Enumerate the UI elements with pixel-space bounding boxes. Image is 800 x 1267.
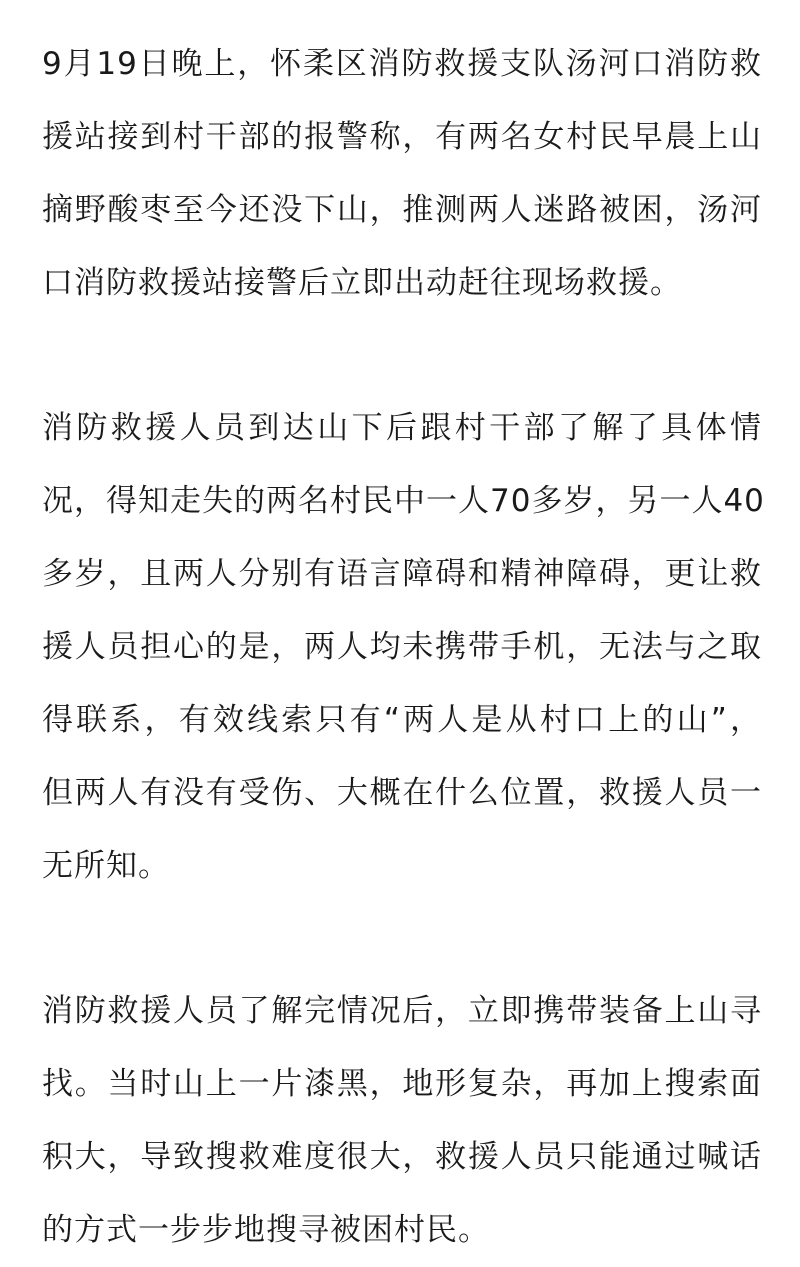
paragraph-1 xyxy=(42,28,762,320)
article-body xyxy=(42,28,765,1267)
paragraph-line: 的方式一步步地搜寻被困村民。 xyxy=(42,1212,490,1248)
paragraph-line: 消防救援人员了解完情况后，立即携带装备上山寻 xyxy=(42,993,762,1029)
paragraph-line: 消防救援人员到达山下后跟村干部了解了具体情 xyxy=(42,410,762,446)
paragraph-line: 找。当时山上一片漆黑，地形复杂，再加上搜索面 xyxy=(42,1066,762,1102)
paragraph-line: 得联系，有效线索只有“两人是从村口上的山”， xyxy=(42,702,762,738)
paragraph-line: 摘野酸枣至今还没下山，推测两人迷路被困，汤河 xyxy=(42,192,762,228)
paragraph-3 xyxy=(42,975,762,1267)
paragraph-line: 无所知。 xyxy=(42,848,170,884)
paragraph-spacer xyxy=(42,903,762,975)
paragraph-line: 9月19日晚上，怀柔区消防救援支队汤河口消防救 xyxy=(42,46,762,82)
paragraph-line: 况，得知走失的两名村民中一人70多岁，另一人40 xyxy=(42,483,765,519)
paragraph-line: 积大，导致搜救难度很大，救援人员只能通过喊话 xyxy=(42,1139,762,1175)
paragraph-line: 援站接到村干部的报警称，有两名女村民早晨上山 xyxy=(42,119,762,155)
paragraph-line: 援人员担心的是，两人均未携带手机，无法与之取 xyxy=(42,629,762,665)
paragraph-line: 但两人有没有受伤、大概在什么位置，救援人员一 xyxy=(42,775,762,811)
paragraph-line: 多岁，且两人分别有语言障碍和精神障碍，更让救 xyxy=(42,556,762,592)
paragraph-line: 口消防救援站接警后立即出动赶往现场救援。 xyxy=(42,265,682,301)
paragraph-2 xyxy=(42,392,765,903)
paragraph-spacer xyxy=(42,320,762,392)
